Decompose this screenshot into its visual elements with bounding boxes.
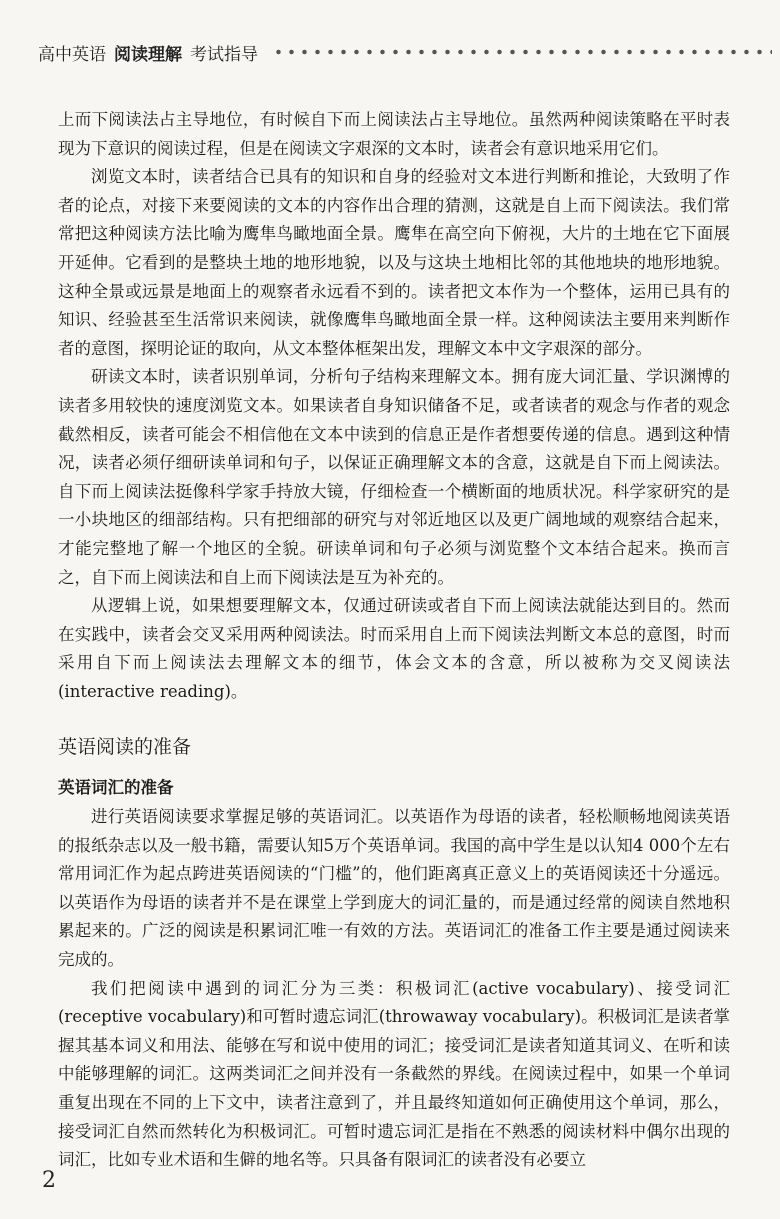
- paragraph-1: 上而下阅读法占主导地位，有时候自下而上阅读法占主导地位。虽然两种阅读策略在平时表现为下意识的阅读过程，但是在阅读文字艰深的文本时，读者会有意识地采用它们。: [58, 110, 730, 158]
- paragraph-4: 从逻辑上说，如果想要理解文本，仅通过研读或者自下而上阅读法就能达到目的。然而在实践中，读者会交叉采用两种阅读法。时而采用自上而下阅读法判断文本总的意图，时而采用自下而上阅读法去理解文本的细节，体会文本的含意，所以被称为交叉阅读法(interactive reading)。: [58, 596, 730, 701]
- page-number: 2: [42, 1168, 56, 1193]
- paragraph-2: 浏览文本时，读者结合已具有的知识和自身的经验对文本进行判断和推论，大致明了作者的论点，对接下来要阅读的文本的内容作出合理的猜测，这就是自上而下阅读法。我们常常把这种阅读方法比喻为鹰隼鸟瞰地面全景。鹰隼在高空向下俯视，大片的土地在它下面展开延伸。它看到的是整块土地的地形地貌，以及与这块土地相比邻的其他地块的地形地貌。这种全景或远景是地面上的观察者永远看不到的。读者把文本作为一个整体，运用已具有的知识、经验甚至生活常识来阅读，就像鹰隼鸟瞰地面全景一样。这种阅读法主要用来判断作者的意图，探明论证的取向，从文本整体框架出发，理解文本中文字艰深的部分。: [58, 167, 730, 358]
- paragraph-6: 我们把阅读中遇到的词汇分为三类：积极词汇(active vocabulary)、接受词汇(receptive vocabulary)和可暂时遗忘词汇(throwaway vocabulary)。积极词汇是读者掌握其基本词义和用法、能够在写和说中使用的词汇；接受词汇是读者知道其词义、在听和读中能够理解的词汇。这两类词汇之间并没有一条截然的界线。在阅读过程中，如果一个单词重复出现在不同的上下文中，读者注意到了，并且最终知道如何正确使用这个单词，那么，接受词汇自然而然转化为积极词汇。可暂时遗忘词汇是指在不熟悉的阅读材料中偶尔出现的词汇，比如专业术语和生僻的地名等。只具备有限词汇的读者没有必要立: [58, 978, 730, 1170]
- section-heading: 英语阅读的准备: [58, 736, 192, 759]
- paragraph-5: 进行英语阅读要求掌握足够的英语词汇。以英语作为母语的读者，轻松顺畅地阅读英语的报纸杂志以及一般书籍，需要认知5万个英语单词。我国的高中学生是以认知4 000个左右常用词汇作为起点跨进英语阅读的“门槛”的，他们距离真正意义上的英语阅读还十分遥远。以英语作为母语的读者并不是在课堂上学到庞大的词汇量的，而是通过经常的阅读自然地积累起来的。广泛的阅读是积累词汇唯一有效的方法。英语词汇的准备工作主要是通过阅读来完成的。: [58, 807, 730, 970]
- running-header: [38, 38, 780, 66]
- header-chapter-title: 考试指导: [190, 44, 258, 65]
- paragraph-3: 研读文本时，读者识别单词，分析句子结构来理解文本。拥有庞大词汇量、学识渊博的读者多用较快的速度浏览文本。如果读者自身知识储备不足，或者读者的观念与作者的观念截然相反，读者可能会不相信他在文本中读到的信息正是作者想要传递的信息。遇到这种情况，读者必须仔细研读单词和句子，以保证正确理解文本的含意，这就是自下而上阅读法。自下而上阅读法挺像科学家手持放大镜，仔细检查一个横断面的地质状况。科学家研究的是一小块地区的细部结构。只有把细部的研究与对邻近地区以及更广阔地域的观察结合起来，才能完整地了解一个地区的全貌。研读单词和句子必须与浏览整个文本结合起来。换而言之，自下而上阅读法和自上而下阅读法是互为补充的。: [58, 367, 730, 587]
- page-body: [58, 106, 730, 1175]
- header-book-title: 高中英语: [38, 44, 106, 65]
- header-dot-leader: [272, 48, 772, 56]
- header-section-title: 阅读理解: [114, 44, 182, 65]
- subsection-heading: 英语词汇的准备: [58, 778, 174, 798]
